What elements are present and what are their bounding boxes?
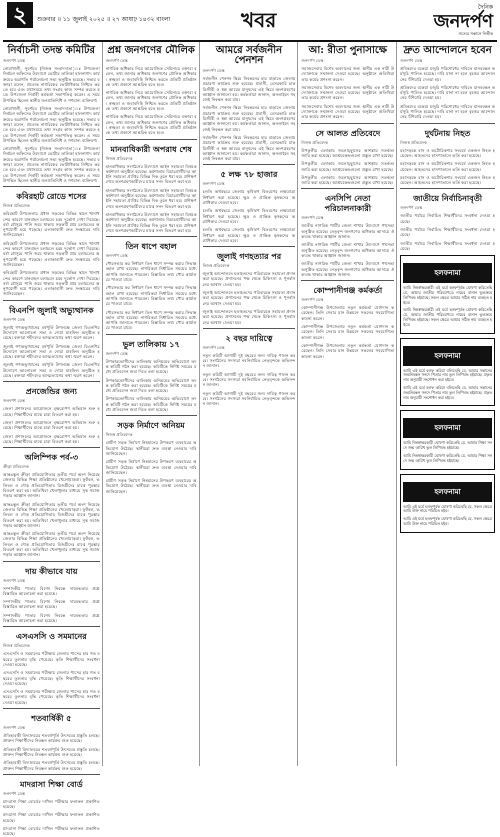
article-body: জাতীয় পর্যায়ে নির্বাচিত শিক্ষার্থীদের সংবর্ধনা দেওয়া হয়েছে।: [400, 227, 495, 238]
article-body: জুলাই আন্দোলনে হতাহতদের পরিবারকে সহায়তা প্রদান করা হয়েছে। প্রশাসনের পক্ষ থেকে চিকিৎসা ও পুনর্বাসনের আশ্বাস দেওয়া হয়।: [202, 271, 296, 287]
article-body: মাদরাসা শিক্ষা বোর্ডের দাখিল পরীক্ষার ফলাফল প্রকাশিত হয়েছে।: [3, 812, 100, 823]
article-divider: [3, 561, 100, 562]
article-body: উপকূলীয় এলাকায় জলোচ্ছ্বাসের আশঙ্কায় সতর্কতা জারি করা হয়েছে। আশ্রয়কেন্দ্রগুলো প্রস্তুত রাখা হয়েছে।: [301, 147, 395, 158]
article: [400, 46, 495, 120]
article-body: মানবাধিকার সংগঠনের উদ্যোগে আইন সহায়তা বিষয়ক কর্মশালা অনুষ্ঠিত হয়েছে। কর্মশালায় বিচারপ্রার্থীদের আইনি সহায়তা প্রাপ্তির বিভিন্ন দিক তুলে ধরা হয়। প্রশিক্ষণ শেষে অংশগ্রহণকারীদের মাঝে সনদ বিতরণ করা হয়।: [105, 211, 197, 233]
article-divider: [203, 246, 296, 247]
article: [203, 164, 296, 243]
article-byline: জনদর্পণ ডেস্ক: [400, 58, 423, 63]
article-body: উপকূলীয় এলাকায় জলোচ্ছ্বাসের আশঙ্কায় সতর্কতা জারি করা হয়েছে। আশ্রয়কেন্দ্রগুলো প্রস্তুত রাখা হয়েছে।: [301, 161, 395, 172]
article: [106, 139, 197, 234]
article: [3, 626, 100, 705]
article-headline[interactable]: প্রনজেন্ডির জন্য: [25, 386, 77, 397]
article-body: আন্তঃস্কুল ক্রীড়া প্রতিযোগিতার তৃতীয় পর্বে অংশ নিয়েছে জেলার বিভিন্ন শিক্ষা প্রতিষ্ঠানের খেলোয়াড়রা। ফুটবল, ভলিবল ও দৌড় প্রতিযোগিতায় বিজয়ীদের মাঝে পুরস্কার বিতরণ করা হয়। অতিথিরা খেলাধুলার মাধ্যমে সুস্থ সমাজ গড়ার আহ্বান জানান।: [3, 531, 100, 558]
article-body: সর্বজনীন পেনশন স্কিমে নিবন্ধনের হার বাড়াতে জেলায় প্রচারণা কার্যক্রম শুরু হয়েছে। প্রবাসী, বেসরকারি চাকরিজীবী ও স্বল্প আয়ের মানুষদের এই স্কিমে অংশগ্রহণের আহ্বান জানানো হয়। কর্মকর্তারা জানান, অনলাইনে সহজেই নিবন্ধন করা যায়।: [202, 76, 296, 103]
article-body: নতুন কমিটি আগামী দুই বছরের জন্য দায়িত্ব পালন করবে। সংগঠনের সদস্যরা নবনির্বাচিত নেতৃবৃন্দকে অভিনন্দন জানান।: [202, 371, 296, 388]
article-byline: জনদর্পণ ডেস্ক: [301, 215, 324, 221]
article-body: উপকারভোগীদের তালিকায় অনিয়মের অভিযোগে তদন্ত কমিটি গঠন করা হয়েছে। কমিটিকে নির্দিষ্ট সময়ের মধ্যে প্রতিবেদন জমা দিতে বলা হয়েছে।: [105, 377, 197, 394]
article-headline[interactable]: ২ বছর দায়িত্বে: [225, 332, 273, 343]
article-divider: [3, 447, 100, 448]
article-byline: জনদর্পণ ডেস্ক: [105, 350, 128, 356]
article-body: শ্রমিকদের বকেয়া মজুরি পরিশোধের দাবিতে মানববন্ধন কর্মসূচি পালিত হয়েছে। দাবি মানা না হলে বৃহত্তর আন্দোলনের হুঁশিয়ারি দেওয়া হয়।: [400, 66, 495, 82]
article-byline: জনদর্পণ ডেস্ক: [105, 253, 128, 259]
article: [400, 123, 495, 186]
notice-title: হলফনামা: [403, 482, 492, 502]
article-body: গ্রামীণ সড়ক নির্মাণে নিম্নমানের উপকরণ ব্যবহারের অভিযোগ উঠেছে। স্থানীয়রা দ্রুত ব্যবস্থা নেওয়ার দাবি জানিয়েছেন।: [105, 459, 197, 475]
article: [301, 123, 394, 186]
article-headline[interactable]: ৫ লক্ষ ৭৮ হাজার: [220, 169, 278, 180]
article-headline[interactable]: প্রশ্ন জনগণের মৌলিক: [107, 45, 195, 56]
article-headline[interactable]: অলিম্পিক পর্ব-৩: [24, 452, 79, 463]
article-body: মাদরাসা শিক্ষা বোর্ডের দাখিল পরীক্ষার ফলাফল প্রকাশিত হয়েছে।: [3, 798, 100, 810]
article: [106, 415, 197, 494]
article-body: জেলা প্রশাসনের আয়োজনে বৃক্ষরোপণ অভিযান শুরু হয়েছে। শিক্ষার্থীদের মাঝে চারা বিতরণ করা হয়।: [3, 406, 100, 417]
article-headline[interactable]: বিএনপি জুলাই অভ্যুত্থানক: [9, 304, 94, 315]
article: [400, 188, 495, 251]
affidavit-notice: [400, 474, 495, 533]
article: [203, 246, 296, 325]
article-body: জাতীয় পর্যায়ে নির্বাচিত শিক্ষার্থীদের সংবর্ধনা দেওয়া হয়েছে।: [400, 213, 495, 224]
article-body: পৌরসভার কর নির্ধারণ তিন ধাপে সম্পন্ন করার সিদ্ধান্ত বহাল রাখা হয়েছে। নাগরিকরা নির্ধারিত সময়ের মধ্যে আপত্তি জানাতে পারবেন। বিস্তারিত তথ্য পৌর কার্যালয়ে পাওয়া যাবে।: [105, 285, 197, 307]
notice-body: আমি এই মর্মে হলফপূর্বক ঘোষণা করিতেছি যে, সকল ক্ষেত্রে আমি উক্ত নামে পরিচিত হইব।: [403, 516, 492, 526]
article-body: এসএসসি ও সমমানের পরীক্ষায় জেলায় পাসের হার গত বছরের তুলনায় বৃদ্ধি পেয়েছে। কৃতি শিক্ষার্থীদের সংবর্ধনা দেওয়া হয়েছে।: [3, 670, 100, 686]
article: [3, 708, 100, 771]
article-divider: [400, 188, 495, 189]
article-body: সমাজসেবায় বিশেষ অবদানের জন্য স্থানীয় এক নারী উদ্যোক্তাকে সম্মাননা দেওয়া হয়েছে। অনুষ্ঠানে অতিথিরা তার কর্মের প্রশংসা করেন।: [301, 103, 395, 120]
article: [301, 280, 394, 359]
article-body: পৌরসভার কর নির্ধারণ তিন ধাপে সম্পন্ন করার সিদ্ধান্ত বহাল রাখা হয়েছে। নাগরিকরা নির্ধারিত সময়ের মধ্যে আপত্তি জানাতে পারবেন। বিস্তারিত তথ্য পৌর কার্যালয়ে পাওয়া যাবে।: [105, 261, 197, 283]
article-headline[interactable]: মাদরাসা শিক্ষা বোর্ড: [20, 778, 83, 789]
article-divider: [3, 381, 100, 382]
article-body: চলতি অর্থবছরে জেলায় কৃষিঋণ বিতরণের লক্ষ্যমাত্রা নির্ধারণ করা হয়েছে। ক্ষুদ্র ও প্রান্তিক কৃষকদের অগ্রাধিকার দেওয়া হবে।: [202, 189, 296, 206]
article: [3, 300, 100, 379]
notice-body: আমি এই মর্মে হলফ করিয়া বলিতেছি যে, আমার সন্তানের জন্মনিবন্ধন সনদে পিতার নাম ভুল লিপিবদ্ধ হইয়াছে। প্রকৃত নাম অনুযায়ী সংশোধন করা হইবে।: [403, 367, 492, 383]
article-body: জাতীয় নাগরিক পার্টির জেলা শাখার উদ্যোগে পথসভা অনুষ্ঠিত হয়েছে। নেতৃবৃন্দ জনগণের অধিকার আদায়ে ঐক্যবদ্ধ থাকার আহ্বান জানান।: [301, 223, 395, 240]
article-byline: জনদর্পণ ডেস্ক: [301, 58, 324, 63]
article-divider: [106, 334, 197, 335]
article-byline: জনদর্পণ ডেস্ক: [3, 398, 25, 404]
article-body: নতুন কমিটি আগামী দুই বছরের জন্য দায়িত্ব পালন করবে। সংগঠনের সদস্যরা নবনির্বাচিত নেতৃবৃন্দকে অভিনন্দন জানান।: [202, 352, 296, 369]
article-body: জুলাই আন্দোলনে হতাহতদের পরিবারকে সহায়তা প্রদান করা হয়েছে। প্রশাসনের পক্ষ থেকে চিকিৎসা ও পুনর্বাসনের আশ্বাস দেওয়া হয়।: [202, 308, 296, 325]
article-body: নোয়াখালী, সুবর্ণচর (নিজস্ব সংবাদদাতা)ঃ উপজেলা নির্বাচন অফিসের উদ্যোগে ভোটার তালিকা হালনাগাদ কার্যক্রমের অগ্রগতি পর্যালোচনা সভা অনুষ্ঠিত হয়েছে। সভায় বক্তারা বলেন, প্রত্যেক নাগরিকের ভোটাধিকার নিশ্চিত করতে হবে এবং যথাসময়ে তথ্য সংগ্রহ কাজ সম্পন্ন করতে হবে। উপজেলা নির্বাহী কর্মকর্তা সভাপতিত্ব করেন। এ সময় উপস্থিত ছিলেন স্থানীয় জনপ্রতিনিধি ও গণমান্য ব্যক্তিবর্গ।: [3, 66, 100, 103]
article: [301, 188, 394, 277]
article-body: চলতি অর্থবছরে জেলায় কৃষিঋণ বিতরণের লক্ষ্যমাত্রা নির্ধারণ করা হয়েছে। ক্ষুদ্র ও প্রান্তিক কৃষকদের অগ্রাধিকার দেওয়া হবে।: [202, 208, 296, 224]
article-headline[interactable]: দায় কীভাবে যায়: [25, 565, 78, 576]
article: [3, 381, 100, 444]
article-headline[interactable]: এনসিপি নেতা পরিচালনাকারী: [324, 193, 372, 214]
article-body: কবিরহাট উপজেলার প্রধান সড়কের বিভিন্ন স্থানে খানাখন্দের কারণে যানবাহন চলাচলে চরম দুর্ভোগ দেখা দিয়েছে। বর্ষা মৌসুমে পানি জমে থাকায় সড়কটি প্রায় চলাচলের অনুপযোগী হয়ে পড়েছে। এলাকাবাসী দ্রুত সংস্কারের দাবি জানিয়েছেন।: [3, 240, 100, 267]
article-body: কোম্পানীগঞ্জ উপজেলায় নতুন কর্মকর্তা যোগদান করেছেন। তিনি সেবার মান উন্নয়নে সকলের সহযোগিতা কামনা করেন।: [301, 342, 395, 359]
affidavit-notice: [400, 338, 495, 407]
article-body: এসএসসি ও সমমানের পরীক্ষায় জেলায় পাসের হার গত বছরের তুলনায় বৃদ্ধি পেয়েছে। কৃতি শিক্ষার্থীদের সংবর্ধনা দেওয়া হয়েছে।: [3, 689, 100, 705]
column-4: [301, 42, 397, 766]
article-body: জুলাই আন্দোলনে হতাহতদের পরিবারকে সহায়তা প্রদান করা হয়েছে। প্রশাসনের পক্ষ থেকে চিকিৎসা ও পুনর্বাসনের আশ্বাস দেওয়া হয়।: [202, 290, 296, 306]
article-body: উপকূলীয় এলাকায় জলোচ্ছ্বাসের আশঙ্কায় সতর্কতা জারি করা হয়েছে। আশ্রয়কেন্দ্রগুলো প্রস্তুত রাখা হয়েছে।: [301, 174, 395, 186]
article-body: সম্পাদকীয় পাতার বিশেষ নিবন্ধে দায়বদ্ধতার প্রশ্নে বিস্তারিত আলোচনা করা হয়েছে।: [3, 612, 100, 624]
article-body: এসএসসি ও সমমানের পরীক্ষায় জেলায় পাসের হার গত বছরের তুলনায় বৃদ্ধি পেয়েছে। কৃতি শিক্ষার্থীদের সংবর্ধনা দেওয়া হয়েছে।: [3, 651, 100, 667]
notice-body: আমি নিম্নস্বাক্ষরকারী এই মর্মে হলফপূর্বক ঘোষণা করিতেছি যে, আমার জাতীয় পরিচয়পত্রে নামের বানান ভুলক্রমে লিপিবদ্ধ হইয়াছে। সকল ক্ষেত্রে আমার সঠিক নাম ব্যবহৃত হইবে।: [403, 285, 492, 305]
article: [203, 46, 296, 161]
article-body: জুলাই গণঅভ্যুত্থানের বর্ষপূর্তি উপলক্ষে জেলা বিএনপির উদ্যোগে আলোচনা সভা ও দোয়া মাহফিল অনুষ্ঠিত হয়েছে। বক্তারা শহীদদের আত্মত্যাগের কথা স্মরণ করেন।: [3, 362, 100, 379]
notice-body: আমি এই মর্মে হলফপূর্বক ঘোষণা করিতেছি যে, সকল ক্ষেত্রে আমি উক্ত নামে পরিচিত হইব।: [403, 503, 492, 514]
page-number: ২: [7, 2, 33, 28]
article-headline[interactable]: জুলাই গণহত্যার পর: [216, 251, 282, 262]
article-body: ঐতিহ্যবাহী বিদ্যালয়ের শতবর্ষপূর্তি উৎসবের প্রস্তুতি চলছে। প্রাক্তন শিক্ষার্থীদের নিবন্ধন কার্যক্রম শুরু হয়েছে।: [3, 733, 100, 744]
article-divider: [106, 415, 197, 416]
article-headline[interactable]: শতবার্ষিকী ৫: [31, 713, 72, 724]
article-byline: জনদর্পণ ডেস্ক: [202, 68, 225, 73]
affidavit-notice: [400, 410, 495, 469]
article-body: আন্তঃস্কুল ক্রীড়া প্রতিযোগিতার তৃতীয় পর্বে অংশ নিয়েছে জেলার বিভিন্ন শিক্ষা প্রতিষ্ঠানের খেলোয়াড়রা। ফুটবল, ভলিবল ও দৌড় প্রতিযোগিতায় বিজয়ীদের মাঝে পুরস্কার বিতরণ করা হয়। অতিথিরা খেলাধুলার মাধ্যমে সুস্থ সমাজ গড়ার আহ্বান জানান।: [3, 472, 100, 499]
column-1: [3, 42, 103, 837]
notice-body: আমি এই মর্মে হলফ করিয়া বলিতেছি যে, আমার সন্তানের জন্মনিবন্ধন সনদে পিতার নাম ভুল লিপিবদ্ধ হইয়াছে। প্রকৃত নাম অনুযায়ী সংশোধন করা হইবে।: [403, 385, 492, 400]
article-divider: [3, 300, 100, 301]
article-body: মহাসড়কে বাস ও অটোরিকশার সংঘর্ষে একজন নিহত হয়েছেন। আহতদের হাসপাতালে ভর্তি করা হয়েছে।: [400, 147, 495, 158]
article-byline: জনদর্পণ ডেস্ক: [3, 725, 25, 731]
article-byline: নিজস্ব প্রতিবেদক: [301, 139, 329, 145]
article-divider: [301, 123, 394, 124]
columns: [3, 42, 497, 837]
article-body: উপকারভোগীদের তালিকায় অনিয়মের অভিযোগে তদন্ত কমিটি গঠন করা হয়েছে। কমিটিকে নির্দিষ্ট সময়ের মধ্যে প্রতিবেদন জমা দিতে বলা হয়েছে।: [105, 358, 197, 375]
article-byline: নিজস্ব প্রতিবেদক: [3, 203, 30, 209]
article: [301, 46, 394, 120]
article-divider: [301, 188, 394, 189]
article-byline: নিজস্ব প্রতিবেদক: [400, 139, 427, 145]
article: [106, 46, 197, 136]
article-headline[interactable]: দ্রুত আন্দোলনে হবেন: [403, 45, 492, 56]
article-headline[interactable]: সড়ক নির্মাণে অনিয়ম: [117, 420, 185, 431]
article-body: জেলা প্রশাসনের আয়োজনে বৃক্ষরোপণ অভিযান শুরু হয়েছে। শিক্ষার্থীদের মাঝে চারা বিতরণ করা হয়।: [3, 433, 100, 444]
article-body: মহাসড়কে বাস ও অটোরিকশার সংঘর্ষে একজন নিহত হয়েছেন। আহতদের হাসপাতালে ভর্তি করা হয়েছে।: [400, 161, 495, 172]
article-body: সমাজসেবায় বিশেষ অবদানের জন্য স্থানীয় এক নারী উদ্যোক্তাকে সম্মাননা দেওয়া হয়েছে। অনুষ্ঠানে অতিথিরা তার কর্মের প্রশংসা করেন।: [301, 66, 395, 82]
article-body: নাগরিক অধিকার নিয়ে আয়োজিত সেমিনারে বক্তারা বলেন, তথ্য জানার অধিকার জনগণের মৌলিক অধিকার। স্বচ্ছতা ও জবাবদিহি নিশ্চিত করতে প্রতিটি প্রতিষ্ঠানকে তথ্য প্রকাশে আন্তরিক হতে হবে।: [105, 66, 197, 87]
article-byline: জনদর্পণ ডেস্ক: [105, 58, 128, 63]
article-body: সর্বজনীন পেনশন স্কিমে নিবন্ধনের হার বাড়াতে জেলায় প্রচারণা কার্যক্রম শুরু হয়েছে। প্রবাসী, বেসরকারি চাকরিজীবী ও স্বল্প আয়ের মানুষদের এই স্কিমে অংশগ্রহণের আহ্বান জানানো হয়। কর্মকর্তারা জানান, অনলাইনে সহজেই নিবন্ধন করা যায়।: [202, 134, 296, 162]
article-headline[interactable]: কবিরহাট রোডে শসের: [16, 191, 87, 202]
article: [3, 46, 100, 183]
article-body: ঐতিহ্যবাহী বিদ্যালয়ের শতবর্ষপূর্তি উৎসবের প্রস্তুতি চলছে। প্রাক্তন শিক্ষার্থীদের নিবন্ধন কার্যক্রম শুরু হয়েছে।: [3, 760, 100, 771]
article-divider: [301, 280, 394, 281]
article-body: সম্পাদকীয় পাতার বিশেষ নিবন্ধে দায়বদ্ধতার প্রশ্নে বিস্তারিত আলোচনা করা হয়েছে।: [3, 585, 100, 596]
logo-tagline: সত্যের সন্ধানে নির্ভীক: [458, 31, 493, 36]
notice-title: হলফনামা: [403, 263, 492, 283]
article-body: নোয়াখালী, সুবর্ণচর (নিজস্ব সংবাদদাতা)ঃ উপজেলা নির্বাচন অফিসের উদ্যোগে ভোটার তালিকা হালনাগাদ কার্যক্রমের অগ্রগতি পর্যালোচনা সভা অনুষ্ঠিত হয়েছে। সভায় বক্তারা বলেন, প্রত্যেক নাগরিকের ভোটাধিকার নিশ্চিত করতে হবে এবং যথাসময়ে তথ্য সংগ্রহ কাজ সম্পন্ন করতে হবে। উপজেলা নির্বাহী কর্মকর্তা সভাপতিত্ব করেন। এ সময় উপস্থিত ছিলেন স্থানীয় জনপ্রতিনিধি ও গণমান্য ব্যক্তিবর্গ।: [3, 106, 100, 143]
article-body: জুলাই গণঅভ্যুত্থানের বর্ষপূর্তি উপলক্ষে জেলা বিএনপির উদ্যোগে আলোচনা সভা ও দোয়া মাহফিল অনুষ্ঠিত হয়েছে। বক্তারা শহীদদের আত্মত্যাগের কথা স্মরণ করেন।: [3, 343, 100, 360]
newspaper-logo: [434, 2, 493, 38]
affidavit-notices: [400, 255, 495, 533]
article-body: নোয়াখালী, সুবর্ণচর (নিজস্ব সংবাদদাতা)ঃ উপজেলা নির্বাচন অফিসের উদ্যোগে ভোটার তালিকা হালনাগাদ কার্যক্রমের অগ্রগতি পর্যালোচনা সভা অনুষ্ঠিত হয়েছে। সভায় বক্তারা বলেন, প্রত্যেক নাগরিকের ভোটাধিকার নিশ্চিত করতে হবে এবং যথাসময়ে তথ্য সংগ্রহ কাজ সম্পন্ন করতে হবে। উপজেলা নির্বাহী কর্মকর্তা সভাপতিত্ব করেন। এ সময় উপস্থিত ছিলেন স্থানীয় জনপ্রতিনিধি ও গণমান্য ব্যক্তিবর্গ।: [3, 146, 100, 183]
article-body: শ্রমিকদের বকেয়া মজুরি পরিশোধের দাবিতে মানববন্ধন কর্মসূচি পালিত হয়েছে। দাবি মানা না হলে বৃহত্তর আন্দোলনের হুঁশিয়ারি দেওয়া হয়।: [400, 103, 495, 120]
article: [3, 186, 100, 296]
notice-title: হলফনামা: [403, 418, 492, 438]
article-divider: [3, 708, 100, 709]
article-headline[interactable]: নির্বাচনী তদন্ত কমিটির: [7, 45, 96, 56]
article: [3, 774, 100, 837]
article-headline[interactable]: কোম্পানীগঞ্জ কর্মকর্তা: [313, 285, 383, 296]
article-byline: জনদর্পণ ডেস্ক: [202, 181, 225, 187]
article-body: গ্রামীণ সড়ক নির্মাণে নিম্নমানের উপকরণ ব্যবহারের অভিযোগ উঠেছে। স্থানীয়রা দ্রুত ব্যবস্থা নেওয়ার দাবি জানিয়েছেন।: [105, 478, 197, 494]
article-divider: [3, 186, 100, 187]
notice-title: হলফনামা: [403, 346, 492, 366]
article-divider: [3, 626, 100, 627]
article-headline[interactable]: সে আলত প্রতিবেদে: [315, 127, 381, 138]
article: [106, 236, 197, 331]
article-headline[interactable]: জাতীয়ে নির্বাচিনাবৃতী: [413, 193, 482, 204]
article-body: উপকারভোগীদের তালিকায় অনিয়মের অভিযোগে তদন্ত কমিটি গঠন করা হয়েছে। কমিটিকে নির্দিষ্ট সময়ের মধ্যে প্রতিবেদন জমা দিতে বলা হয়েছে।: [105, 396, 197, 413]
article-body: মানবাধিকার সংগঠনের উদ্যোগে আইন সহায়তা বিষয়ক কর্মশালা অনুষ্ঠিত হয়েছে। কর্মশালায় বিচারপ্রার্থীদের আইনি সহায়তা প্রাপ্তির বিভিন্ন দিক তুলে ধরা হয়। প্রশিক্ষণ শেষে অংশগ্রহণকারীদের মাঝে সনদ বিতরণ করা হয়।: [105, 187, 197, 209]
article-body: সর্বজনীন পেনশন স্কিমে নিবন্ধনের হার বাড়াতে জেলায় প্রচারণা কার্যক্রম শুরু হয়েছে। প্রবাসী, বেসরকারি চাকরিজীবী ও স্বল্প আয়ের মানুষদের এই স্কিমে অংশগ্রহণের আহ্বান জানানো হয়। কর্মকর্তারা জানান, অনলাইনে সহজেই নিবন্ধন করা যায়।: [202, 105, 296, 132]
logo-prefix: দৈনিক: [477, 4, 493, 11]
article-byline: নিজস্ব প্রতিবেদক: [105, 432, 133, 438]
article-byline: জনদর্পণ ডেস্ক: [202, 344, 225, 350]
column-5: [400, 42, 497, 766]
article-body: জুলাই গণঅভ্যুত্থানের বর্ষপূর্তি উপলক্ষে জেলা বিএনপির উদ্যোগে আলোচনা সভা ও দোয়া মাহফিল অনুষ্ঠিত হয়েছে। বক্তারা শহীদদের আত্মত্যাগের কথা স্মরণ করেন।: [3, 324, 100, 341]
article-body: জাতীয় পর্যায়ে নির্বাচিত শিক্ষার্থীদের সংবর্ধনা দেওয়া হয়েছে।: [400, 240, 495, 251]
article-body: নতুন কমিটি আগামী দুই বছরের জন্য দায়িত্ব পালন করবে। সংগঠনের সদস্যরা নবনির্বাচিত নেতৃবৃন্দকে অভিনন্দন জানান।: [202, 390, 296, 407]
article: [3, 447, 100, 557]
article-byline: জনদর্পণ ডেস্ক: [3, 316, 25, 322]
article-divider: [203, 328, 296, 329]
article-divider: [106, 236, 197, 237]
article-body: গ্রামীণ সড়ক নির্মাণে নিম্নমানের উপকরণ ব্যবহারের অভিযোগ উঠেছে। স্থানীয়রা দ্রুত ব্যবস্থা নেওয়ার দাবি জানিয়েছেন।: [105, 440, 197, 456]
article-byline: নিজস্ব প্রতিবেদক: [202, 263, 230, 269]
article-byline: জনদর্পণ ডেস্ক: [3, 58, 25, 63]
article-body: জাতীয় নাগরিক পার্টির জেলা শাখার উদ্যোগে পথসভা অনুষ্ঠিত হয়েছে। নেতৃবৃন্দ জনগণের অধিকার আদায়ে ঐক্যবদ্ধ থাকার আহ্বান জানান।: [301, 242, 395, 258]
article-body: শ্রমিকদের বকেয়া মজুরি পরিশোধের দাবিতে মানববন্ধন কর্মসূচি পালিত হয়েছে। দাবি মানা না হলে বৃহত্তর আন্দোলনের হুঁশিয়ারি দেওয়া হয়।: [400, 84, 495, 101]
article-byline: জনদর্পণ ডেস্ক: [3, 790, 25, 796]
article-byline: জনদর্পণ ডেস্ক: [400, 205, 423, 211]
article-divider: [3, 774, 100, 775]
article-divider: [400, 123, 495, 124]
notice-body: আমি নিম্নস্বাক্ষরকারী ঘোষণা করিতেছি যে, আমার শিক্ষা সনদে জন্ম তারিখ ভুল লিপিবদ্ধ হইয়াছে।: [403, 440, 492, 451]
notice-body: আমি নিম্নস্বাক্ষরকারী এই মর্মে হলফপূর্বক ঘোষণা করিতেছি যে, আমার জাতীয় পরিচয়পত্রে নামের বানান ভুলক্রমে লিপিবদ্ধ হইয়াছে। সকল ক্ষেত্রে আমার সঠিক নাম ব্যবহৃত হইবে।: [403, 307, 492, 327]
article-byline: নিজস্ব প্রতিবেদক: [105, 155, 133, 161]
article-body: কোম্পানীগঞ্জ উপজেলায় নতুন কর্মকর্তা যোগদান করেছেন। তিনি সেবার মান উন্নয়নে সকলের সহযোগিতা কামনা করেন।: [301, 324, 395, 340]
article-headline[interactable]: তিন ধাপে বহাল: [125, 241, 177, 252]
article-headline[interactable]: মানবাধিকারী অপরাধ শেষ: [110, 143, 192, 154]
article-byline: জনদর্পণ ডেস্ক: [3, 577, 25, 583]
article-byline: ক্রীড়া প্রতিবেদক: [3, 464, 29, 470]
article-byline: নিজস্ব প্রতিবেদক: [3, 643, 30, 649]
article-byline: জনদর্পণ ডেস্ক: [301, 297, 324, 303]
article-headline[interactable]: ভুল তালিকায় ১৭: [122, 338, 180, 349]
article: [106, 334, 197, 413]
column-5-articles: [400, 46, 495, 251]
article-body: সম্পাদকীয় পাতার বিশেষ নিবন্ধে দায়বদ্ধতার প্রশ্নে বিস্তারিত আলোচনা করা হয়েছে।: [3, 599, 100, 610]
article-divider: [203, 164, 296, 165]
article-body: নাগরিক অধিকার নিয়ে আয়োজিত সেমিনারে বক্তারা বলেন, তথ্য জানার অধিকার জনগণের মৌলিক অধিকার। স্বচ্ছতা ও জবাবদিহি নিশ্চিত করতে প্রতিটি প্রতিষ্ঠানকে তথ্য প্রকাশে আন্তরিক হতে হবে।: [105, 114, 197, 136]
article-body: কবিরহাট উপজেলার প্রধান সড়কের বিভিন্ন স্থানে খানাখন্দের কারণে যানবাহন চলাচলে চরম দুর্ভোগ দেখা দিয়েছে। বর্ষা মৌসুমে পানি জমে থাকায় সড়কটি প্রায় চলাচলের অনুপযোগী হয়ে পড়েছে। এলাকাবাসী দ্রুত সংস্কারের দাবি জানিয়েছেন।: [3, 211, 100, 238]
affidavit-notice: [400, 255, 495, 333]
article-body: ঐতিহ্যবাহী বিদ্যালয়ের শতবর্ষপূর্তি উৎসবের প্রস্তুতি চলছে। প্রাক্তন শিক্ষার্থীদের নিবন্ধন কার্যক্রম শুরু হয়েছে।: [3, 746, 100, 757]
article-body: নাগরিক অধিকার নিয়ে আয়োজিত সেমিনারে বক্তারা বলেন, তথ্য জানার অধিকার জনগণের মৌলিক অধিকার। স্বচ্ছতা ও জবাবদিহি নিশ্চিত করতে প্রতিটি প্রতিষ্ঠানকে তথ্য প্রকাশে আন্তরিক হতে হবে।: [105, 90, 197, 112]
section-title: খবর: [241, 8, 277, 32]
article-body: মহাসড়কে বাস ও অটোরিকশার সংঘর্ষে একজন নিহত হয়েছেন। আহতদের হাসপাতালে ভর্তি করা হয়েছে।: [400, 174, 495, 186]
article-body: পৌরসভার কর নির্ধারণ তিন ধাপে সম্পন্ন করার সিদ্ধান্ত বহাল রাখা হয়েছে। নাগরিকরা নির্ধারিত সময়ের মধ্যে আপত্তি জানাতে পারবেন। বিস্তারিত তথ্য পৌর কার্যালয়ে পাওয়া যাবে।: [105, 309, 197, 331]
article-body: জাতীয় নাগরিক পার্টির জেলা শাখার উদ্যোগে পথসভা অনুষ্ঠিত হয়েছে। নেতৃবৃন্দ জনগণের অধিকার আদায়ে ঐক্যবদ্ধ থাকার আহ্বান জানান।: [301, 261, 395, 277]
article-body: কবিরহাট উপজেলার প্রধান সড়কের বিভিন্ন স্থানে খানাখন্দের কারণে যানবাহন চলাচলে চরম দুর্ভোগ দেখা দিয়েছে। বর্ষা মৌসুমে পানি জমে থাকায় সড়কটি প্রায় চলাচলের অনুপযোগী হয়ে পড়েছে। এলাকাবাসী দ্রুত সংস্কারের দাবি জানিয়েছেন।: [3, 270, 100, 297]
article-headline[interactable]: এসএসসি ও সমমানের: [16, 631, 87, 642]
article: [3, 561, 100, 624]
article-body: চলতি অর্থবছরে জেলায় কৃষিঋণ বিতরণের লক্ষ্যমাত্রা নির্ধারণ করা হয়েছে। ক্ষুদ্র ও প্রান্তিক কৃষকদের অগ্রাধিকার দেওয়া হবে।: [202, 227, 296, 243]
logo-title: জনদর্পণ: [433, 11, 493, 32]
article-body: কোম্পানীগঞ্জ উপজেলায় নতুন কর্মকর্তা যোগদান করেছেন। তিনি সেবার মান উন্নয়নে সকলের সহযোগিতা কামনা করেন।: [301, 305, 395, 321]
article-body: আন্তঃস্কুল ক্রীড়া প্রতিযোগিতার তৃতীয় পর্বে অংশ নিয়েছে জেলার বিভিন্ন শিক্ষা প্রতিষ্ঠানের খেলোয়াড়রা। ফুটবল, ভলিবল ও দৌড় প্রতিযোগিতায় বিজয়ীদের মাঝে পুরস্কার বিতরণ করা হয়। অতিথিরা খেলাধুলার মাধ্যমে সুস্থ সমাজ গড়ার আহ্বান জানান।: [3, 501, 100, 528]
notice-body: আমি নিম্নস্বাক্ষরকারী ঘোষণা করিতেছি যে, আমার শিক্ষা সনদে জন্ম তারিখ ভুল লিপিবদ্ধ হইয়াছে।: [403, 452, 492, 463]
article-headline[interactable]: দুর্ঘটনায় নিহত: [424, 127, 471, 138]
article-body: সমাজসেবায় বিশেষ অবদানের জন্য স্থানীয় এক নারী উদ্যোক্তাকে সম্মাননা দেওয়া হয়েছে। অনুষ্ঠানে অতিথিরা তার কর্মের প্রশংসা করেন।: [301, 84, 395, 101]
article-body: মাদরাসা শিক্ষা বোর্ডের দাখিল পরীক্ষার ফলাফল প্রকাশিত হয়েছে।: [3, 826, 100, 837]
article-body: মানবাধিকার সংগঠনের উদ্যোগে আইন সহায়তা বিষয়ক কর্মশালা অনুষ্ঠিত হয়েছে। কর্মশালায় বিচারপ্রার্থীদের আইনি সহায়তা প্রাপ্তির বিভিন্ন দিক তুলে ধরা হয়। প্রশিক্ষণ শেষে অংশগ্রহণকারীদের মাঝে সনদ বিতরণ করা হয়।: [105, 163, 197, 185]
date-line: শুক্রবার ॥ ১১ জুলাই ২০২৫ ॥ ২৭ আষাঢ় ১৪৩২ বাংলা: [37, 16, 171, 23]
article: [203, 328, 296, 407]
column-3: [203, 42, 299, 766]
column-2: [106, 42, 200, 766]
article-headline[interactable]: আমরে সর্বজনীন পেনশন: [215, 45, 283, 66]
article-headline[interactable]: আ: রীতা পুনাসাক্ষে: [308, 45, 387, 56]
masthead: [3, 0, 497, 42]
article-body: জেলা প্রশাসনের আয়োজনে বৃক্ষরোপণ অভিযান শুরু হয়েছে। শিক্ষার্থীদের মাঝে চারা বিতরণ করা হয়।: [3, 419, 100, 431]
article-divider: [106, 139, 197, 140]
